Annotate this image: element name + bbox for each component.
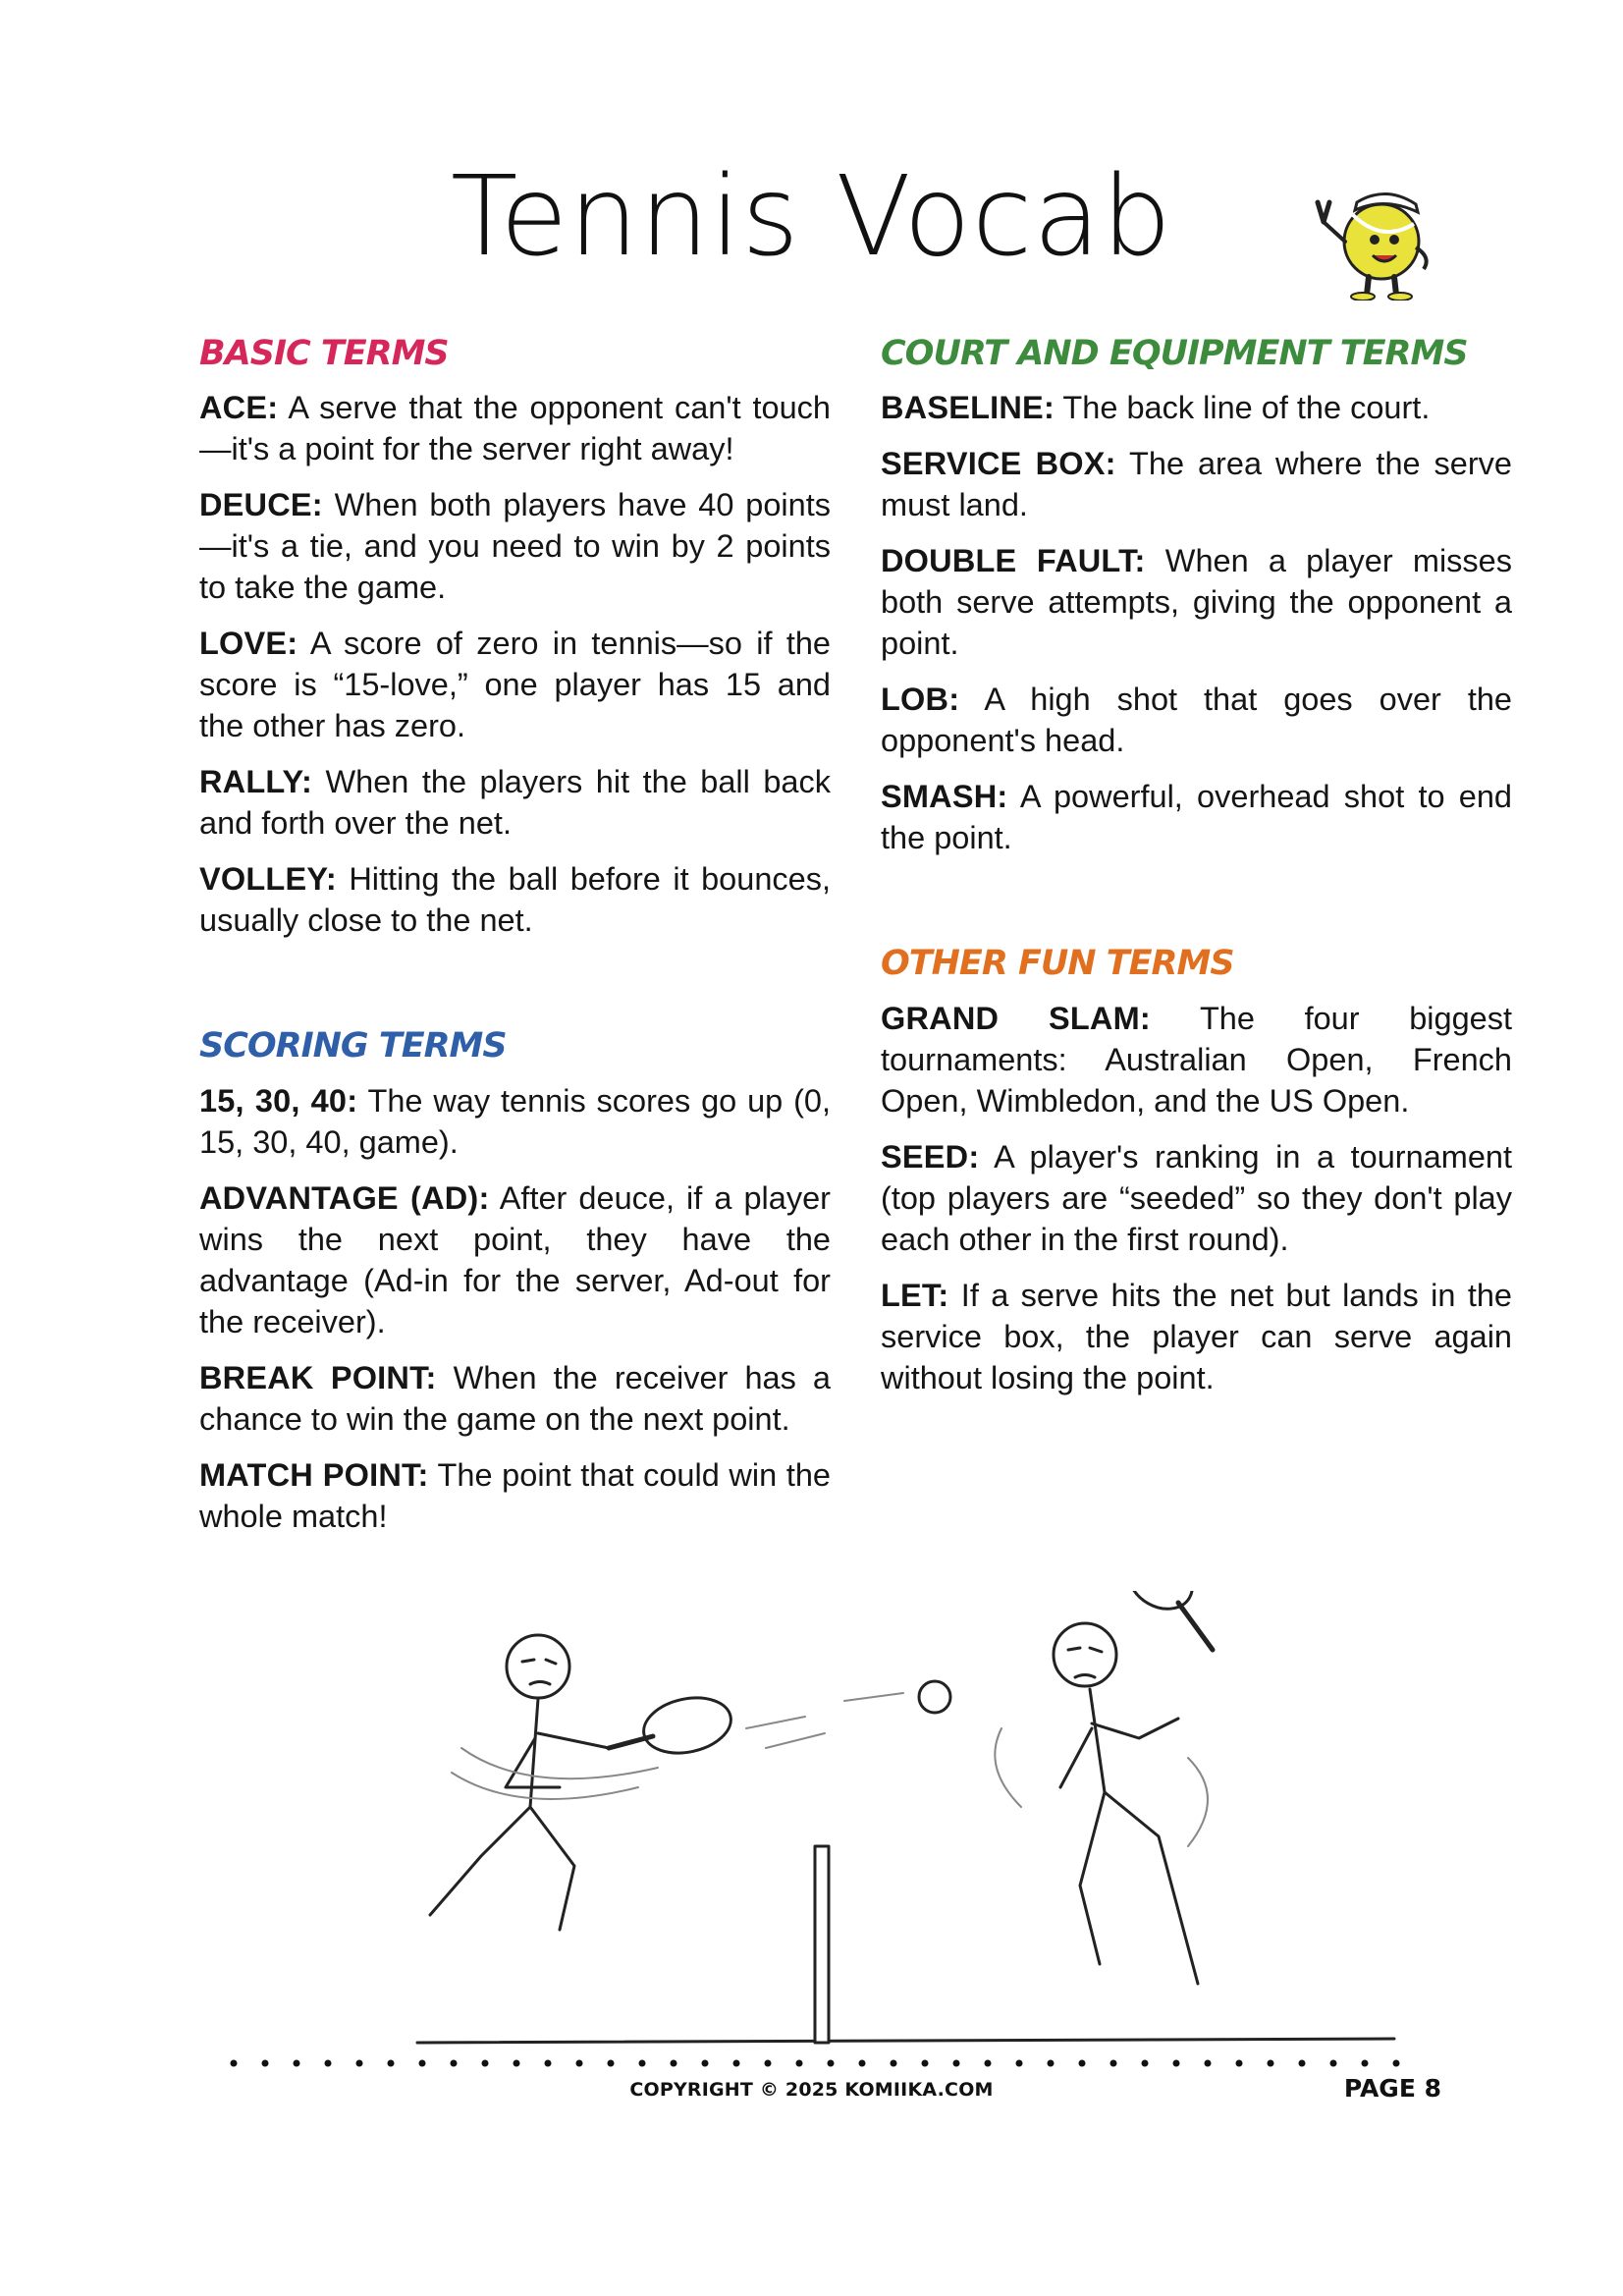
court-terms-heading: COURT AND EQUIPMENT TERMS [881, 334, 1468, 373]
term-smash: SMASH: A powerful, overhead shot to end the point. [881, 779, 1512, 856]
term-grand-slam: GRAND SLAM: The four biggest tournaments: Australian Open, French Open, Wimbledon, and the US Open. [881, 1000, 1513, 1119]
copyright-text: COPYRIGHT © 2025 KOMIIKA.COM [629, 2079, 994, 2101]
term-ace: ACE: A serve that the opponent can't touch—it's a point for the server right away! [199, 390, 831, 467]
dotted-divider [226, 2055, 1424, 2071]
term-baseline: BASELINE: The back line of the court. [881, 390, 1431, 426]
stick-figures-tennis-icon [412, 1591, 1492, 2052]
term-service-box: SERVICE BOX: The area where the serve must land. [881, 446, 1512, 523]
term-lob: LOB: A high shot that goes over the opponent's head. [881, 682, 1512, 759]
basic-terms-section [199, 334, 831, 941]
term-match-point: MATCH POINT: The point that could win the whole match! [199, 1456, 831, 1534]
term-double-fault: DOUBLE FAULT: When a player misses both serve attempts, giving the opponent a point. [881, 543, 1513, 662]
page-number: PAGE 8 [1343, 2074, 1441, 2103]
term-deuce: DEUCE: When both players have 40 points—it's a tie, and you need to win by 2 points to take the game. [199, 487, 831, 606]
term-volley: VOLLEY: Hitting the ball before it bounces, usually close to the net. [199, 861, 831, 939]
court-terms-section [881, 334, 1512, 858]
term-advantage: ADVANTAGE (AD): After deuce, if a player wins the next point, they have the advantage (Ad-in for the server, Ad-out for the receiver). [199, 1179, 831, 1339]
term-let: LET: If a serve hits the net but lands in the service box, the player can serve again without losing the point. [881, 1277, 1512, 1395]
term-15-30-40: 15, 30, 40: The way tennis scores go up (0, 15, 30, 40, game). [199, 1082, 832, 1160]
term-seed: SEED: A player's ranking in a tournament (top players are “seeded” so they don't play each other in the first round). [881, 1138, 1512, 1257]
other-terms-heading: OTHER FUN TERMS [881, 944, 1234, 984]
tennis-ball-mascot-icon [1298, 175, 1455, 301]
left-column [199, 334, 831, 1552]
scoring-terms-section [199, 1026, 831, 1536]
term-love: LOVE: A score of zero in tennis—so if the score is “15-love,” one player has 15 and the other has zero. [199, 626, 831, 744]
scoring-terms-heading: SCORING TERMS [199, 1026, 507, 1066]
basic-terms-heading: BASIC TERMS [199, 334, 449, 373]
other-terms-section [881, 944, 1512, 1397]
right-column [881, 334, 1512, 1413]
page-title: Tennis Vocab [450, 153, 1173, 281]
term-rally: RALLY: When the players hit the ball back and forth over the net. [199, 764, 831, 842]
term-break-point: BREAK POINT: When the receiver has a chance to win the game on the next point. [199, 1359, 831, 1437]
